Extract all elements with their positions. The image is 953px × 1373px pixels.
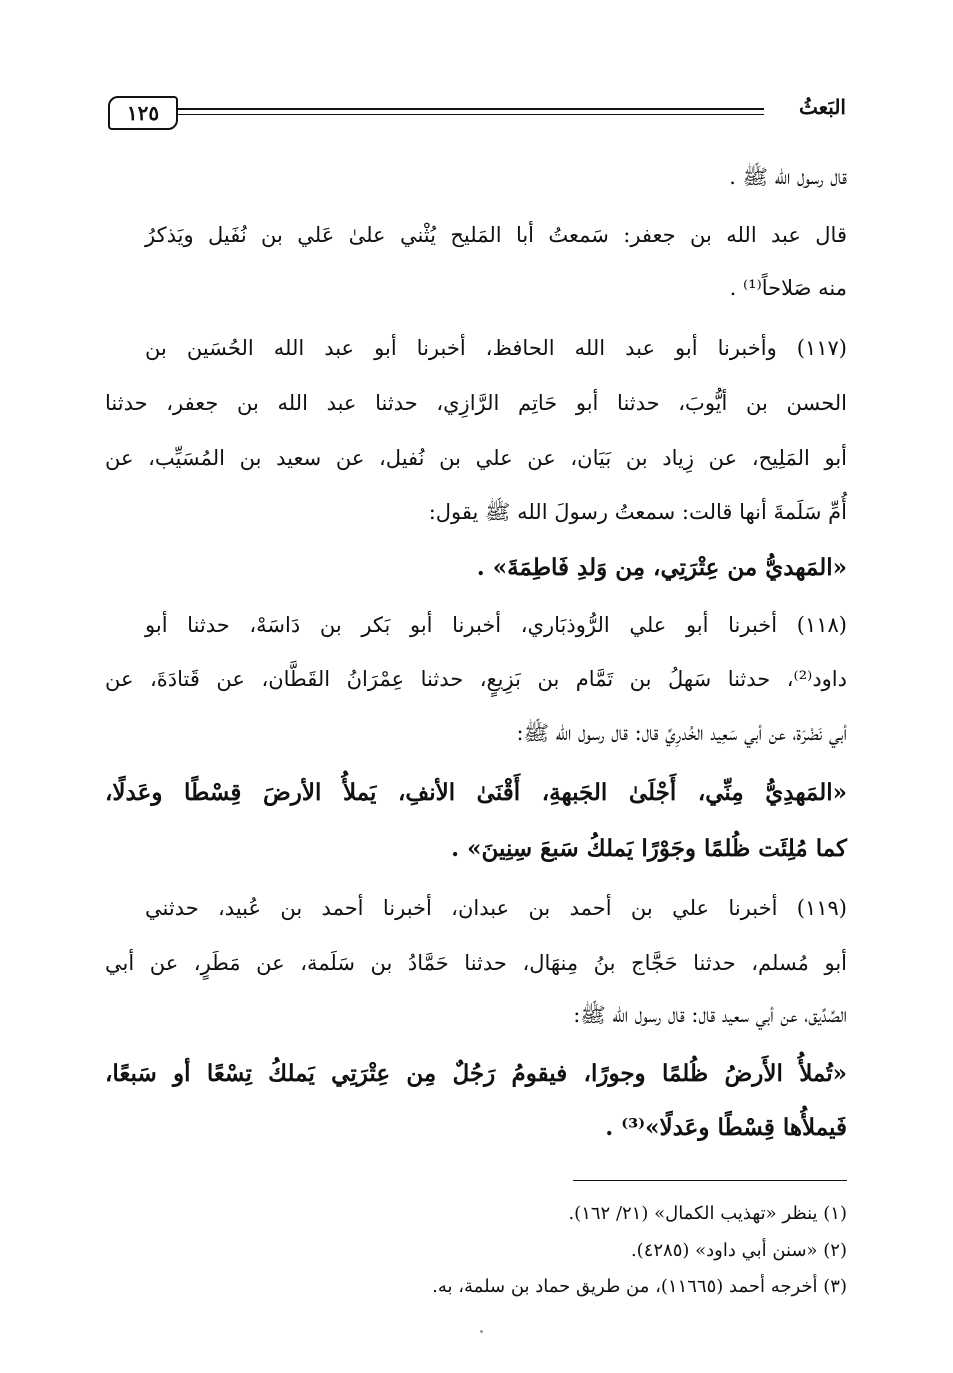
book-title: البَعثُ [799, 95, 846, 119]
hadith-text: «تُملأُ الأَرضُ ظُلمًا وجورًا، فيقومُ رَجُلٌ مِن عِتْرَتِي يَملكُ تِسْعًا أو سَبعًا، [105, 1060, 847, 1087]
footnote: (٣) أخرجه أحمد (١١٦٦٥)، من طريق حماد بن سلمة، به. [432, 1276, 847, 1297]
text-line: منه صَلاحاً⁽¹⁾ . [729, 276, 847, 300]
page-number: ١٢٥ [108, 96, 178, 130]
header-rule [178, 108, 764, 110]
text-line: الصِّدِّيق، عن أبي سعيد قال: قال رسول الله ﷺ: [573, 1003, 847, 1027]
hadith-117-line: (١١٧) وأخبرنا أبو عبد الله الحافظ، أخبرنا أبو عبد الله الحُسَين بن [145, 336, 847, 360]
hadith-118-line: (١١٨) أخبرنا أبو علي الرُّوذبَاري، أخبرنا أبو بَكر بن دَاسَهْ، حدثنا أبو [145, 613, 847, 637]
text-line: أُمِّ سَلَمةَ أنها قالت: سمعتُ رسولَ الله ﷺ يقول: [428, 500, 847, 524]
text-line: قال عبد الله بن جعفر: سَمعتُ أبا المَليح يُثْني علىٰ عَلي بن نُفَيل ويَذكرُ [145, 223, 847, 247]
hadith-text: فَيملأُها قِسْطًا وعَدلًا»⁽³⁾ . [605, 1114, 847, 1141]
hadith-119-line: (١١٩) أخبرنا علي بن أحمد بن عبدان، أخبرنا أحمد بن عُبيد، حدثني [145, 896, 847, 920]
text-line: قال رسول الله ﷺ . [729, 165, 847, 189]
text-line: الحسن بن أيُّوبَ، حدثنا أبو حَاتِم الرَّازِي، حدثنا عبد الله بن جعفر، حدثنا [105, 391, 847, 415]
footnote: (٢) «سنن أبي داود» (٤٢٨٥). [630, 1240, 847, 1261]
page-mark [480, 1330, 483, 1333]
text-line: أبو المَلِيح، عن زِياد بن بَيَان، عن علي بن نُفيل، عن سعيد بن المُسَيِّب، عن [105, 446, 847, 470]
hadith-text: «المَهديُّ من عِتْرَتِي، مِن وَلدِ فَاطِمَةَ» . [476, 554, 847, 581]
text-line: داود⁽²⁾، حدثنا سَهلُ بن تَمَّام بن بَزِيعٍ، حدثنا عِمْرَانُ القَطَّان، عن قَتادَةَ، عن [105, 667, 847, 691]
hadith-text: كما مُلِئَت ظُلمًا وجَوْرًا يَملكُ سَبعَ سِنِينَ» . [451, 835, 847, 862]
page-header [108, 92, 846, 132]
text-line: أبو مُسلم، حدثنا حَجَّاج بنُ مِنهَال، حدثنا حَمَّادُ بن سَلَمة، عن مَطَرٍ، عن أبي [105, 951, 847, 975]
hadith-text: «المَهدِيُّ مِنِّي، أَجْلَىٰ الجَبهةِ، أَقْنَىٰ الأنفِ، يَملأُ الأرضَ قِسْطًا وعَدلًا، [105, 779, 847, 806]
footnote: (١) ينظر «تهذيب الكمال» (٢١/ ١٦٢). [568, 1203, 847, 1224]
header-rule-thin [178, 114, 764, 115]
text-line: أبي نَضْرَة، عن أبي سَعِيد الخُدرِيِّ قال: قال رسول الله ﷺ: [516, 721, 847, 745]
footnote-rule [573, 1180, 847, 1181]
